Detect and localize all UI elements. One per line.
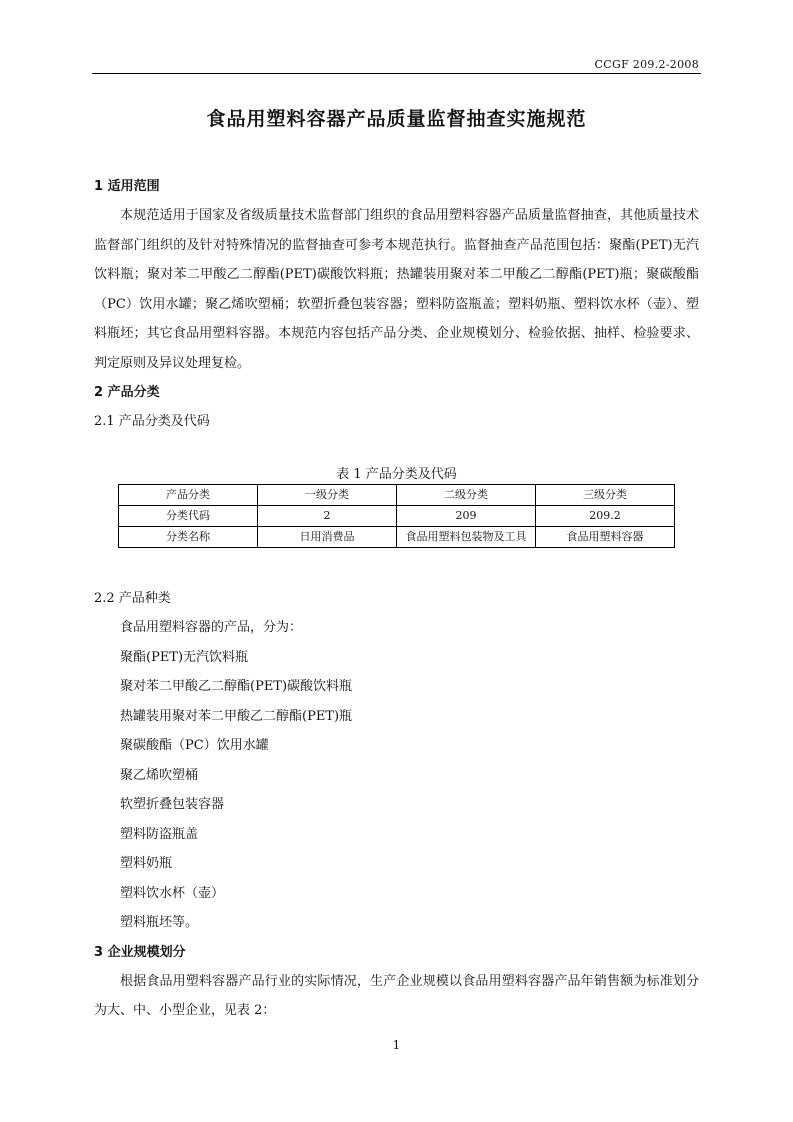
section-3-paragraph: 根据食品用塑料容器产品行业的实际情况，生产企业规模以食品用塑料容器产品年销售额为标准划分为大、中、小型企业，见表 2： (94, 973, 699, 1018)
list-item: 聚酯(PET)无汽饮料瓶 (120, 649, 249, 665)
table-row (119, 485, 675, 506)
list-item: 聚乙烯吹塑桶 (120, 767, 199, 783)
section-2-heading: 2 产品分类 (94, 385, 160, 400)
table-cell: 2 (258, 506, 397, 527)
document-title: 食品用塑料容器产品质量监督抽查实施规范 (206, 108, 587, 130)
page-number: 1 (392, 1038, 401, 1052)
table-cell: 二级分类 (397, 485, 536, 506)
table-cell: 分类代码 (119, 506, 258, 527)
table-cell: 209 (397, 506, 536, 527)
table-cell: 产品分类 (119, 485, 258, 506)
header-rule (92, 73, 701, 74)
table-cell: 食品用塑料容器 (536, 527, 675, 548)
list-item: 聚对苯二甲酸乙二醇酯(PET)碳酸饮料瓶 (120, 679, 353, 694)
list-item: 塑料防盗瓶盖 (120, 826, 199, 842)
list-item: 软塑折叠包装容器 (120, 797, 225, 812)
document-body (94, 172, 699, 1026)
table-cell: 三级分类 (536, 485, 675, 506)
table-caption: 表 1 产品分类及代码 (336, 467, 457, 482)
list-item: 食品用塑料容器的产品，分为： (120, 620, 303, 635)
document-code: CCGF 209.2-2008 (594, 58, 699, 71)
section-1-paragraph: 本规范适用于国家及省级质量技术监督部门组织的食品用塑料容器产品质量监督抽查，其他质量技术监督部门组织的及针对特殊情况的监督抽查可参考本规范执行。监督抽查产品范围包括：聚酯(PET)无汽饮料瓶；聚对苯二甲酸乙二醇酯(PET)碳酸饮料瓶；热罐装用聚对苯二甲酸乙二醇酯(PET)瓶；聚碳酸酯（PC）饮用水罐；聚乙烯吹塑桶；软塑折叠包装容器；塑料防盗瓶盖；塑料奶瓶、塑料饮水杯（壶）、塑料瓶坯；其它食品用塑料容器。本规范内容包括产品分类、企业规模划分、检验依据、抽样、检验要求、判定原则及异议处理复检。 (94, 208, 699, 371)
section-2-1-heading: 2.1 产品分类及代码 (94, 414, 210, 429)
table-cell: 一级分类 (258, 485, 397, 506)
classification-table (118, 484, 675, 548)
list-item: 塑料瓶坯等。 (120, 915, 199, 930)
section-3-heading: 3 企业规模划分 (94, 944, 186, 960)
table-row (119, 506, 675, 527)
list-item: 塑料奶瓶 (120, 856, 173, 871)
product-type-list (94, 613, 699, 938)
list-item: 聚碳酸酯（PC）饮用水罐 (120, 738, 269, 753)
section-1-heading: 1 适用范围 (94, 179, 160, 194)
section-2-2-heading: 2.2 产品种类 (94, 591, 171, 606)
table-row (119, 527, 675, 548)
list-item: 热罐装用聚对苯二甲酸乙二醇酯(PET)瓶 (120, 708, 353, 724)
list-item: 塑料饮水杯（壶） (120, 885, 225, 901)
table-cell: 日用消费品 (258, 527, 397, 548)
table-cell: 分类名称 (119, 527, 258, 548)
table-cell: 食品用塑料包装物及工具 (397, 527, 536, 548)
table-cell: 209.2 (536, 506, 675, 527)
